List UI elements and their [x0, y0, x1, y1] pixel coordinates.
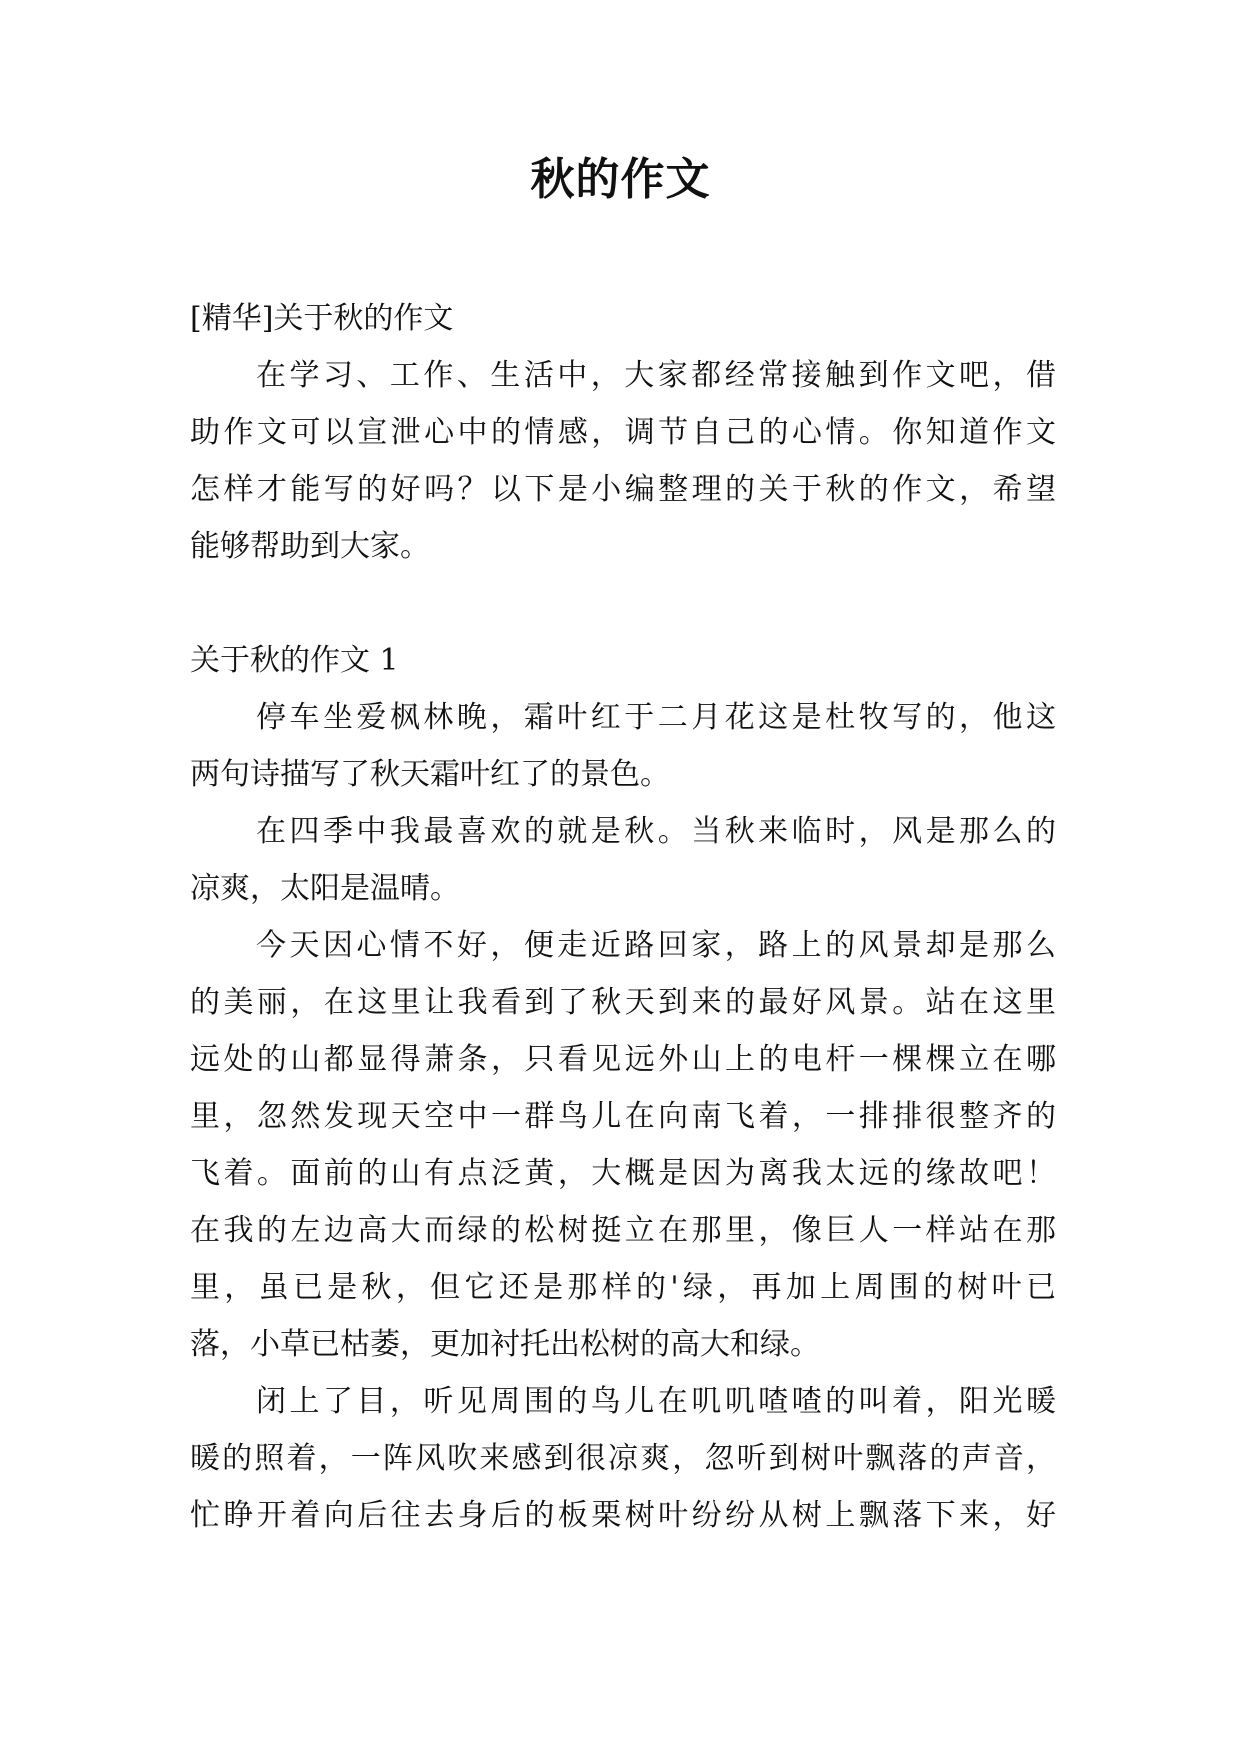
- paragraph-line: 飞着。面前的山有点泛黄，大概是因为离我太远的缘故吧！: [190, 1156, 1056, 1191]
- paragraph-line: 在四季中我最喜欢的就是秋。当秋来临时，风是那么的: [256, 814, 1056, 849]
- paragraph-line: 两句诗描写了秋天霜叶红了的景色。: [190, 757, 670, 792]
- paragraph-line: 远处的山都显得萧条，只看见远外山上的电杆一棵棵立在哪: [190, 1042, 1056, 1077]
- paragraph-line: 今天因心情不好，便走近路回家，路上的风景却是那么: [256, 928, 1056, 963]
- paragraph-line: 停车坐爱枫林晚，霜叶红于二月花这是杜牧写的，他这: [256, 700, 1056, 735]
- intro-line: 怎样才能写的好吗？以下是小编整理的关于秋的作文，希望: [190, 472, 1056, 507]
- intro-line: 能够帮助到大家。: [190, 529, 430, 564]
- paragraph-line: 在我的左边高大而绿的松树挺立在那里，像巨人一样站在那: [190, 1213, 1056, 1248]
- intro-line: 助作文可以宣泄心中的情感，调节自己的心情。你知道作文: [190, 415, 1056, 450]
- paragraph-line: 落，小草已枯萎，更加衬托出松树的高大和绿。: [190, 1327, 820, 1362]
- paragraph-line: 暖的照着，一阵风吹来感到很凉爽，忽听到树叶飘落的声音，: [190, 1441, 1056, 1476]
- paragraph-line: 闭上了目，听见周围的鸟儿在叽叽喳喳的叫着，阳光暖: [256, 1384, 1056, 1419]
- paragraph-spacer: [190, 575, 1056, 632]
- document-title: 秋的作文: [530, 154, 711, 205]
- intro-line: 在学习、工作、生活中，大家都经常接触到作文吧，借: [256, 358, 1056, 393]
- article-heading: [精华]关于秋的作文: [190, 301, 454, 336]
- paragraph-line: 凉爽，太阳是温晴。: [190, 871, 460, 906]
- paragraph-line: 里，虽已是秋，但它还是那样的'绿，再加上周围的树叶已: [190, 1270, 1056, 1305]
- paragraph-line: 里，忽然发现天空中一群鸟儿在向南飞着，一排排很整齐的: [190, 1099, 1056, 1134]
- paragraph-line: 忙睁开着向后往去身后的板栗树叶纷纷从树上飘落下来，好: [190, 1498, 1056, 1533]
- document-body: [190, 290, 1056, 1544]
- paragraph-line: 的美丽，在这里让我看到了秋天到来的最好风景。站在这里: [190, 985, 1056, 1020]
- section-heading: 关于秋的作文 1: [190, 643, 399, 678]
